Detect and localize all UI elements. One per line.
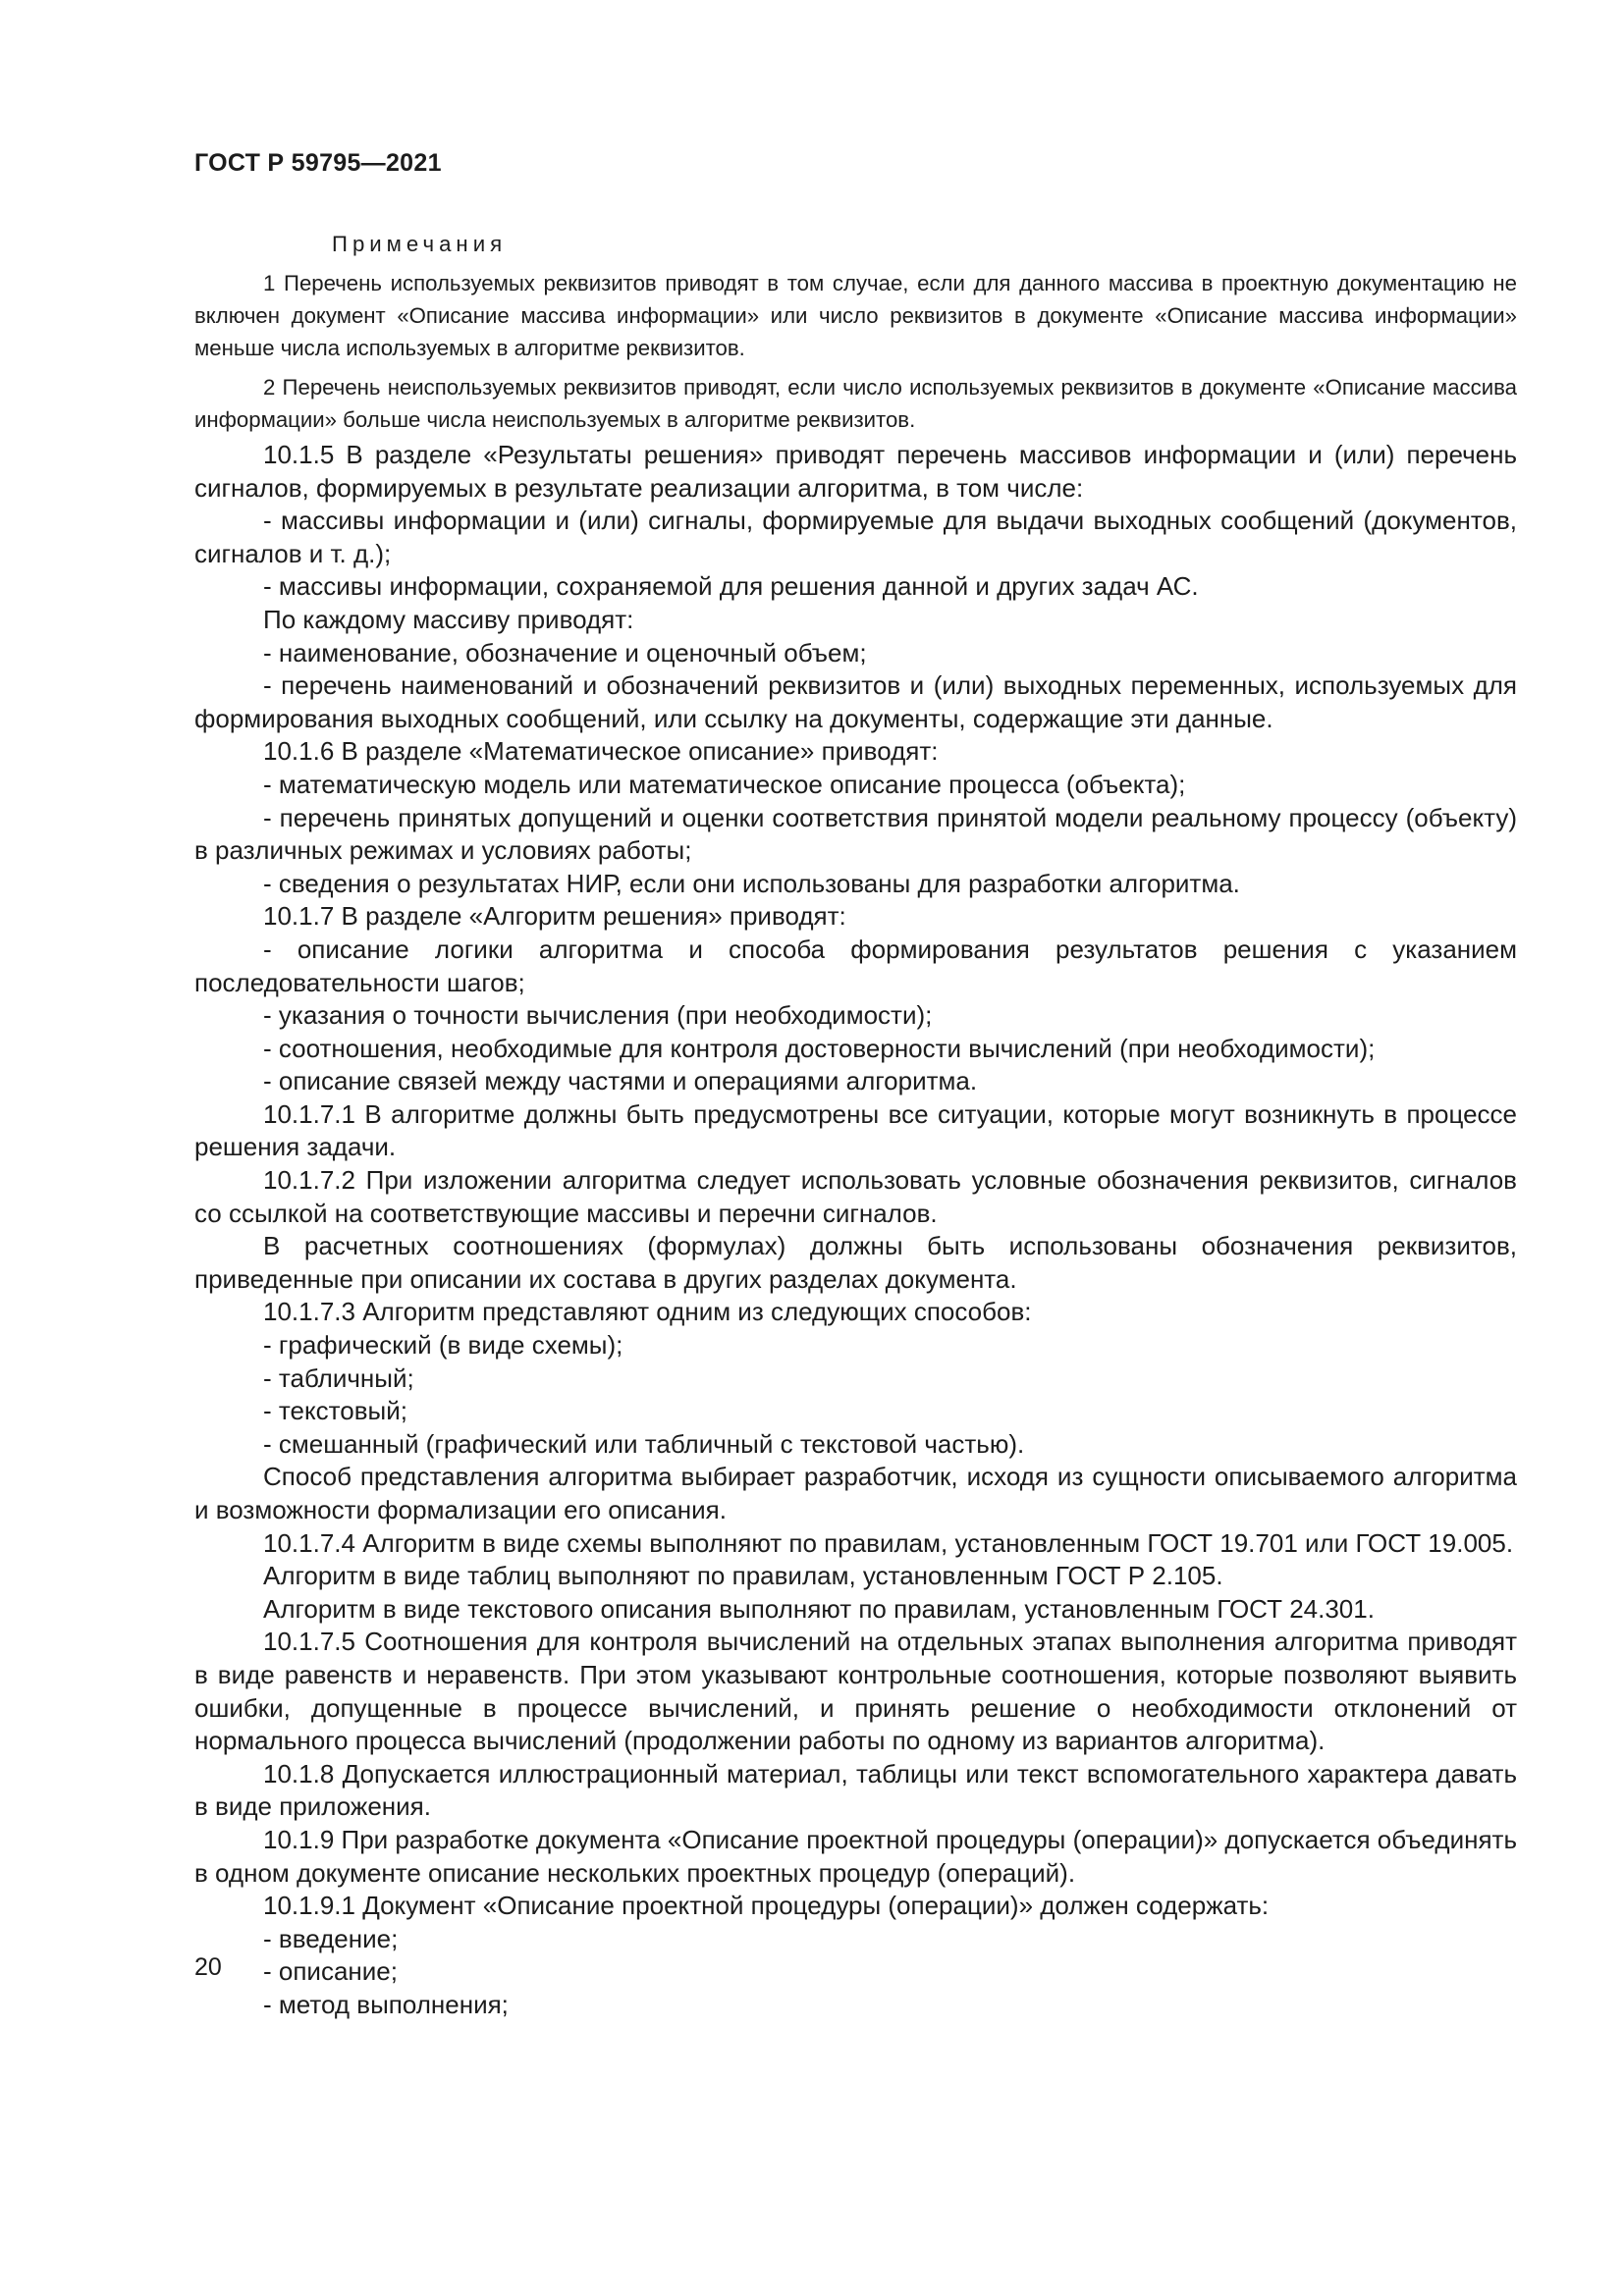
- paragraph: 10.1.8 Допускается иллюстрационный материал, таблицы или текст вспомогательного характера давать в виде приложения.: [194, 1758, 1517, 1822]
- list-item: - введение;: [263, 1923, 399, 1953]
- paragraph: 10.1.5 В разделе «Результаты решения» приводят перечень массивов информации и (или) перечень сигналов, формируемых в результате реализации алгоритма, в том числе:: [194, 440, 1517, 503]
- list-item: - описание;: [263, 1956, 398, 1987]
- list-item: - перечень принятых допущений и оценки соответствия принятой модели реальному процессу (объекту) в различных режимах и условиях работы;: [194, 802, 1517, 866]
- list-item: - метод выполнения;: [263, 1989, 509, 2019]
- paragraph: 10.1.7.1 В алгоритме должны быть предусмотрены все ситуации, которые могут возникнуть в процессе решения задачи.: [194, 1098, 1517, 1162]
- paragraph: 10.1.7.2 При изложении алгоритма следует использовать условные обозначения реквизитов, сигналов со ссылкой на соответствующие массивы и перечни сигналов.: [194, 1165, 1517, 1228]
- list-item: - смешанный (графический или табличный с текстовой частью).: [263, 1428, 1025, 1459]
- notes-title: Примечания: [332, 232, 508, 256]
- list-item: - перечень наименований и обозначений реквизитов и (или) выходных переменных, используемых для формирования выходных сообщений, или ссылку на документы, содержащие эти данные.: [194, 670, 1517, 733]
- notes-section: [194, 228, 1517, 443]
- paragraph: Алгоритм в виде текстового описания выполняют по правилам, установленным ГОСТ 24.301.: [263, 1593, 1375, 1624]
- list-item: - массивы информации и (или) сигналы, формируемые для выдачи выходных сообщений (документов, сигналов и т. д.);: [194, 506, 1517, 568]
- paragraph: 10.1.7.4 Алгоритм в виде схемы выполняют по правилам, установленным ГОСТ 19.701 или ГОСТ 19.005.: [263, 1527, 1514, 1558]
- list-item: - описание связей между частями и операциями алгоритма.: [263, 1066, 978, 1096]
- paragraph: 10.1.9.1 Документ «Описание проектной процедуры (операции)» должен содержать:: [263, 1891, 1270, 1921]
- paragraph: Алгоритм в виде таблиц выполняют по правилам, установленным ГОСТ Р 2.105.: [263, 1561, 1223, 1591]
- list-item: - указания о точности вычисления (при необходимости);: [263, 1000, 933, 1031]
- paragraph: 10.1.9 При разработке документа «Описание проектной процедуры (операции)» допускается объединять в одном документе описание нескольких проектных процедур (операций).: [194, 1824, 1517, 1888]
- list-item: - описание логики алгоритма и способа формирования результатов решения с указанием последовательности шагов;: [194, 934, 1517, 997]
- document-header: ГОСТ Р 59795—2021: [194, 149, 442, 177]
- body-text: [194, 439, 1517, 2022]
- paragraph: Способ представления алгоритма выбирает разработчик, исходя из сущности описываемого алгоритма и возможности формализации его описания.: [194, 1462, 1517, 1524]
- list-item: - математическую модель или математическое описание процесса (объекта);: [263, 769, 1186, 799]
- page-number: 20: [194, 1953, 222, 1981]
- paragraph: 10.1.7.5 Соотношения для контроля вычислений на отдельных этапах выполнения алгоритма приводят в виде равенств и неравенств. При этом указывают контрольные соотношения, которые позволяют выявить ошибки, допущенные в процессе вычислений, и принять решение о необходимости отклонений от нормального процесса вычислений (продолжении работы по одному из вариантов алгоритма).: [194, 1627, 1517, 1756]
- list-item: - табличный;: [263, 1362, 414, 1393]
- paragraph: 10.1.6 В разделе «Математическое описание» приводят:: [263, 736, 939, 767]
- list-item: - соотношения, необходимые для контроля достоверности вычислений (при необходимости);: [263, 1033, 1376, 1063]
- note-item: 2 Перечень неиспользуемых реквизитов приводят, если число используемых реквизитов в документе «Описание массива информации» больше числа неиспользуемых в алгоритме реквизитов.: [194, 375, 1517, 432]
- paragraph: В расчетных соотношениях (формулах) должны быть использованы обозначения реквизитов, приведенные при описании их состава в других разделах документа.: [194, 1231, 1517, 1294]
- list-item: - графический (в виде схемы);: [263, 1330, 623, 1361]
- paragraph: 10.1.7 В разделе «Алгоритм решения» приводят:: [263, 901, 846, 932]
- list-item: - наименование, обозначение и оценочный объем;: [263, 637, 867, 667]
- list-item: - сведения о результатах НИР, если они использованы для разработки алгоритма.: [263, 868, 1240, 898]
- list-item: - массивы информации, сохраняемой для решения данной и других задач АС.: [263, 571, 1199, 602]
- document-page: [194, 0, 1517, 2296]
- paragraph: По каждому массиву приводят:: [263, 604, 634, 634]
- list-item: - текстовый;: [263, 1396, 407, 1426]
- note-item: 1 Перечень используемых реквизитов приводят в том случае, если для данного массива в проектную документацию не включен документ «Описание массива информации» или число реквизитов в документе «Описание массива информации» меньше числа используемых в алгоритме реквизитов.: [194, 271, 1517, 360]
- paragraph: 10.1.7.3 Алгоритм представляют одним из следующих способов:: [263, 1297, 1032, 1327]
